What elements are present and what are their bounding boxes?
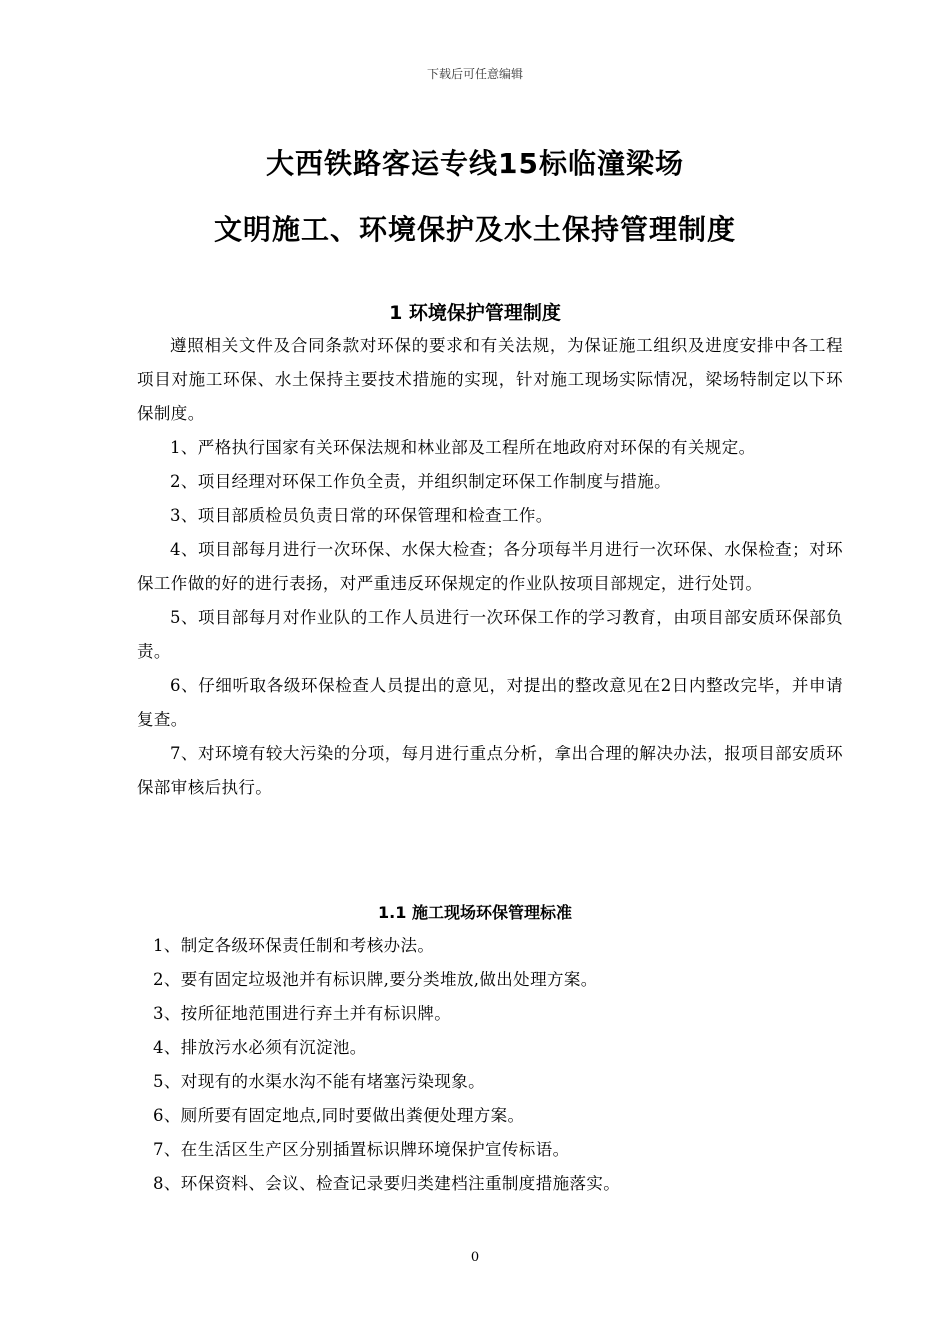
- standard-list-item: 7、在生活区生产区分别插置标识牌环境保护宣传标语。: [153, 1140, 570, 1159]
- page-header-note: 下载后可任意编辑: [426, 67, 523, 81]
- section-1-1-heading: 1.1 施工现场环保管理标准: [378, 903, 572, 922]
- section-1-item: 1、严格执行国家有关环保法规和林业部及工程所在地政府对环保的有关规定。: [170, 438, 756, 457]
- section-1-item: 5、项目部每月对作业队的工作人员进行一次环保工作的学习教育，由项目部安质环保部负责。: [137, 608, 843, 661]
- standard-list-item: 1、制定各级环保责任制和考核办法。: [153, 936, 435, 955]
- standard-list-item: 6、厕所要有固定地点,同时要做出粪便处理方案。: [153, 1106, 525, 1125]
- section-1-item: 3、项目部质检员负责日常的环保管理和检查工作。: [170, 506, 553, 525]
- document-title-line-1: 大西铁路客运专线15标临潼梁场: [266, 147, 684, 180]
- standard-list-item: 2、要有固定垃圾池并有标识牌,要分类堆放,做出处理方案。: [153, 970, 598, 989]
- section-1-heading: 1 环境保护管理制度: [389, 302, 561, 324]
- section-1-intro-paragraph: 遵照相关文件及合同条款对环保的要求和有关法规，为保证施工组织及进度安排中各工程项目对施工环保、水土保持主要技术措施的实现，针对施工现场实际情况，梁场特制定以下环保制度。: [137, 336, 843, 423]
- section-1-item: 6、仔细听取各级环保检查人员提出的意见，对提出的整改意见在2日内整改完毕，并申请复查。: [137, 676, 843, 729]
- standard-list-item: 3、按所征地范围进行弃土并有标识牌。: [153, 1004, 452, 1023]
- section-1-item: 7、对环境有较大污染的分项，每月进行重点分析，拿出合理的解决办法，报项目部安质环保部审核后执行。: [137, 744, 843, 797]
- standard-list-item: 4、排放污水必须有沉淀池。: [153, 1038, 367, 1057]
- section-1-item: 4、项目部每月进行一次环保、水保大检查；各分项每半月进行一次环保、水保检查；对环保工作做的好的进行表扬，对严重违反环保规定的作业队按项目部规定，进行处罚。: [137, 540, 843, 593]
- standard-list-item: 5、对现有的水渠水沟不能有堵塞污染现象。: [153, 1072, 485, 1091]
- section-1-body: [137, 329, 843, 805]
- standard-list-item: 8、环保资料、会议、检查记录要归类建档注重制度措施落实。: [153, 1174, 621, 1193]
- section-1-1-list: [153, 929, 843, 1201]
- section-1-item: 2、项目经理对环保工作负全责，并组织制定环保工作制度与措施。: [170, 472, 671, 491]
- document-title-line-2: 文明施工、环境保护及水土保持管理制度: [213, 213, 736, 246]
- page-number: 0: [470, 1250, 480, 1265]
